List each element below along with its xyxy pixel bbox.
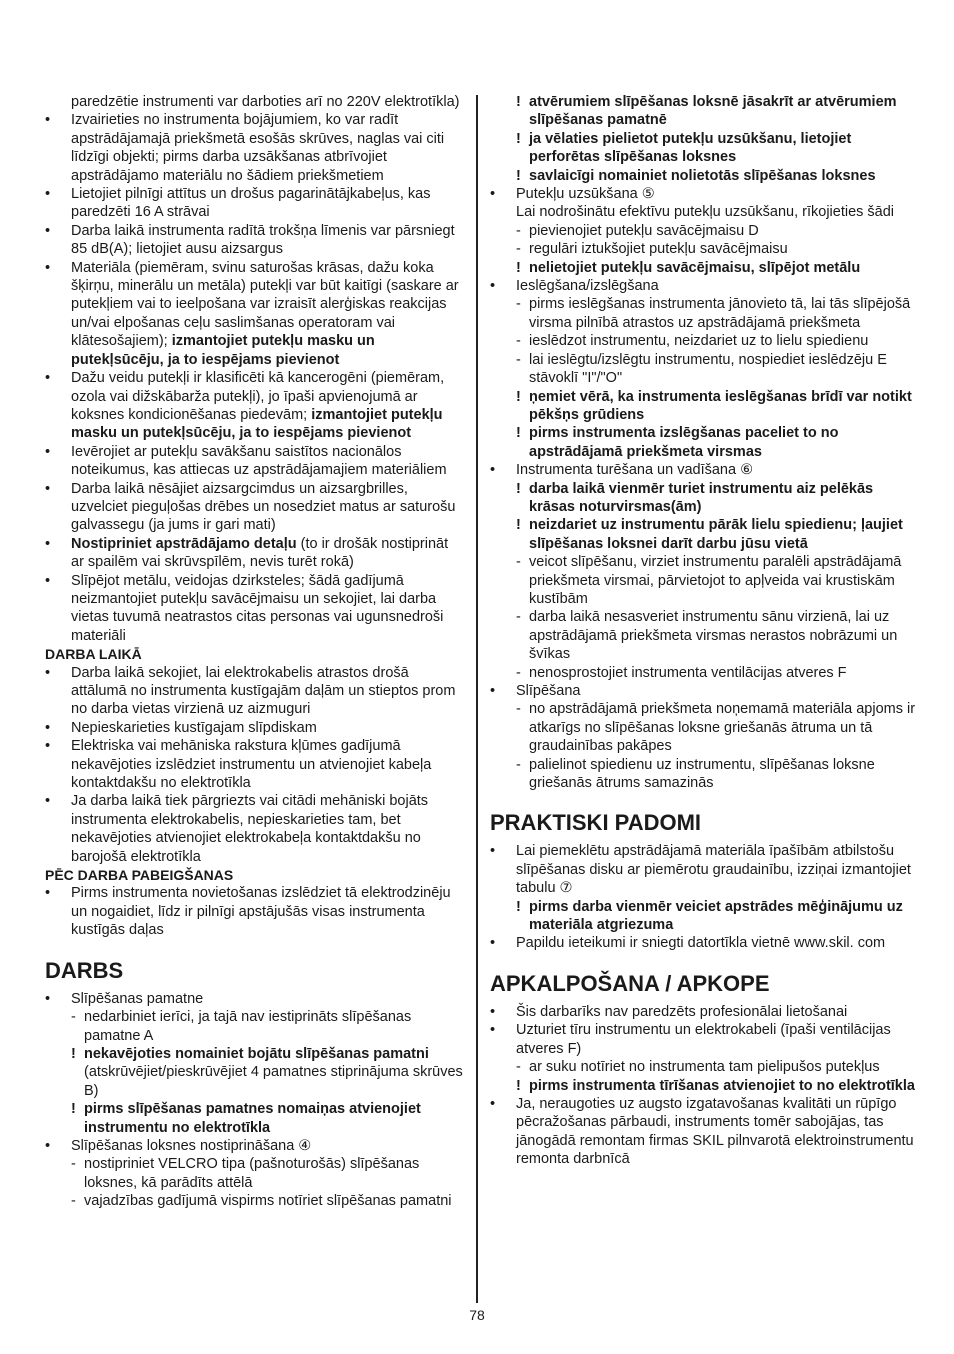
list-item: • Ja darba laikā tiek pārgriezts vai citādi mehāniski bojāts instrumenta elektrokabelis, nepieskarieties tam, bet nekavējoties atvienojiet elektrokabeļa kontaktdakšu no barojošā elektrotīkla xyxy=(45,792,465,866)
list-item: • Uzturiet tīru instrumentu un elektrokabeli (īpaši ventilācijas atveres F) xyxy=(490,1021,920,1058)
section-heading-maintenance: APKALPOŠANA / APKOPE xyxy=(490,970,770,996)
warning-note: ! pirms instrumenta izslēgšanas paceliet to no apstrādājamā priekšmeta virsmas xyxy=(490,424,920,461)
warning-note: ! ja vēlaties pielietot putekļu uzsūkšanu, lietojiet perforētas slīpēšanas loksnes xyxy=(490,130,920,167)
dash-item: - ar suku notīriet no instrumenta tam pielipušos putekļus xyxy=(490,1058,920,1076)
list-item: • Nostipriniet apstrādājamo detaļu (to ir drošāk nostiprināt ar spailēm vai skrūvspīlēm, nevis turēt rokā) xyxy=(45,535,465,572)
darbs-list xyxy=(45,990,465,1211)
list-item: • Instrumenta turēšana un vadīšana ⑥ xyxy=(490,461,920,479)
dash-item: - nostipriniet VELCRO tipa (pašnoturošās) slīpēšanas loksnes, kā parādīts attēlā xyxy=(45,1155,465,1192)
dust-description: Lai nodrošinātu efektīvu putekļu uzsūkšanu, rīkojieties šādi xyxy=(516,204,895,221)
warning-note: ! pirms slīpēšanas pamatnes nomaiņas atvienojiet instrumentu no elektrotīkla xyxy=(45,1100,465,1137)
page-number: 78 xyxy=(469,1307,485,1323)
after-list xyxy=(45,884,465,939)
dash-item: - veicot slīpēšanu, virziet instrumentu paralēli apstrādājamā priekšmeta virsmai, pārvietojot to apļveida vai krustiskām kustībām xyxy=(490,553,920,608)
left-column xyxy=(45,93,465,1211)
list-item: • Darba laikā sekojiet, lai elektrokabelis atrastos drošā attālumā no instrumenta kustīgajām daļām un stieptos prom no darba vietas virzienā uz aizmuguri xyxy=(45,664,465,719)
intro-continuation: paredzētie instrumenti var darboties arī no 220V elektrotīkla) xyxy=(71,94,460,110)
list-item: • Lai piemeklētu apstrādājamā materiāla īpašībām atbilstošu slīpēšanas disku ar piemērotu graudainību, izziņai izmantojiet tabulu ⑦ xyxy=(490,842,920,897)
dash-item: - palielinot spiedienu uz instrumentu, slīpēšanas loksne griešanās ātrums samazinās xyxy=(490,756,920,793)
list-item: • Darba laikā instrumenta radītā trokšņa līmenis var pārsniegt 85 dB(A); lietojiet ausu aizsargus xyxy=(45,222,465,259)
dash-item: - pirms ieslēgšanas instrumenta jānovieto tā, lai tās slīpējošā virsma pilnībā atrastos uz apstrādājamā priekšmeta xyxy=(490,295,920,332)
safety-list xyxy=(45,111,465,645)
list-item: • Putekļu uzsūkšana ⑤ xyxy=(490,185,920,203)
list-item: • Slīpēšanas loksnes nostiprināšana ④ xyxy=(45,1137,465,1155)
warning-note: ! atvērumiem slīpēšanas loksnē jāsakrīt ar atvērumiem slīpēšanas pamatnē xyxy=(490,93,920,130)
column-divider xyxy=(476,95,478,1303)
list-item: • Slīpējot metālu, veidojas dzirksteles; šādā gadījumā neizmantojiet putekļu savācējmaisu un sekojiet, lai darba vietas tuvumā neatrastos citas personas vai ugunsnedroši materiāli xyxy=(45,572,465,646)
list-item: • Papildu ieteikumi ir sniegti datortīkla vietnē www.skil. com xyxy=(490,934,920,952)
list-item: • Slīpēšana xyxy=(490,682,920,700)
list-item: • Dažu veidu putekļi ir klasificēti kā kancerogēni (piemēram, ozola vai dižskābarža putekļi), jo īpaši apvienojumā ar koksnes kondicionēšanas piedevām; izmantojiet putekļu masku un putekļsūcēju, ja to iespējams pievienot xyxy=(45,369,465,443)
dash-item: - regulāri iztukšojiet putekļu savācējmaisu xyxy=(490,240,920,258)
after-heading: PĒC DARBA PABEIGŠANAS xyxy=(45,867,234,884)
warning-note: ! savlaicīgi nomainiet nolietotās slīpēšanas loksnes xyxy=(490,167,920,185)
warning-note: ! pirms instrumenta tīrīšanas atvienojiet to no elektrotīkla xyxy=(490,1077,920,1095)
during-list xyxy=(45,664,465,866)
dash-item: - ieslēdzot instrumentu, neizdariet uz to lielu spiedienu xyxy=(490,332,920,350)
dash-item: - lai ieslēgtu/izslēgtu instrumentu, nospiediet ieslēdzēju E stāvoklī "I"/"O" xyxy=(490,351,920,388)
list-item: • Ieslēgšana/izslēgšana xyxy=(490,277,920,295)
warning-note: ! pirms darba vienmēr veiciet apstrādes mēģinājumu uz materiāla atgriezuma xyxy=(490,898,920,935)
list-item: • Darba laikā nēsājiet aizsargcimdus un aizsargbrilles, uzvelciet pieguļošas drēbes un nosedziet matus ar saturošu galvassegu (ja jums ir gari mati) xyxy=(45,480,465,535)
list-item: • Ievērojiet ar putekļu savākšanu saistītos nacionālos noteikumus, kas attiecas uz apstrādājamajiem materiāliem xyxy=(45,443,465,480)
list-item: • Nepieskarieties kustīgajam slīpdiskam xyxy=(45,719,465,737)
dash-item: - no apstrādājamā priekšmeta noņemamā materiāla apjoms ir atkarīgs no slīpēšanas loksne griešanās ātruma un tā graudainības pakāpes xyxy=(490,700,920,755)
list-item: • Pirms instrumenta novietošanas izslēdziet tā elektrodzinēju un nogaidiet, līdz ir pilnīgi apstājušās visas instrumenta kustīgās daļas xyxy=(45,884,465,939)
list-item: • Ja, neraugoties uz augsto izgatavošanas kvalitāti un rūpīgo pēcražošanas pārbaudi, instruments tomēr sabojājas, tas jānogādā remontam firmas SKIL pilnvarotā elektroinstrumentu remonta darbnīcā xyxy=(490,1095,920,1169)
list-item: • Lietojiet pilnīgi attītus un drošus pagarinātājkabeļus, kas paredzēti 16 A strāvai xyxy=(45,185,465,222)
warning-note: ! darba laikā vienmēr turiet instrumentu aiz pelēkās krāsas noturvirsmas(ām) xyxy=(490,480,920,517)
section-heading-darbs: DARBS xyxy=(45,957,124,983)
warning-note: ! nelietojiet putekļu savācējmaisu, slīpējot metālu xyxy=(490,259,920,277)
list-item: • Elektriska vai mehāniska rakstura kļūmes gadījumā nekavējoties izslēdziet instrumentu un atvienojiet kabeļa kontaktdakšu no elektrotīkla xyxy=(45,737,465,792)
dash-item: - nedarbiniet ierīci, ja tajā nav iestiprināts slīpēšanas pamatne A xyxy=(45,1008,465,1045)
list-item: • Izvairieties no instrumenta bojājumiem, ko var radīt apstrādājamajā priekšmetā esošās skrūves, naglas vai citi līdzīgi objekti; pirms darba uzsākšanas atbrīvojiet apstrādājamo materiālu no šādiem priekšmetiem xyxy=(45,111,465,185)
right-column xyxy=(490,93,920,1169)
dash-item: - vajadzības gadījumā vispirms notīriet slīpēšanas pamatni xyxy=(45,1192,465,1210)
warning-note: ! ņemiet vērā, ka instrumenta ieslēgšanas brīdī var notikt pēkšņs grūdiens xyxy=(490,388,920,425)
during-heading: DARBA LAIKĀ xyxy=(45,646,142,663)
dash-item: - nenosprostojiet instrumenta ventilācijas atveres F xyxy=(490,664,920,682)
dash-item: - pievienojiet putekļu savācējmaisu D xyxy=(490,222,920,240)
list-item: • Šis darbarīks nav paredzēts profesionālai lietošanai xyxy=(490,1003,920,1021)
section-heading-tips: PRAKTISKI PADOMI xyxy=(490,810,702,836)
list-item: • Slīpēšanas pamatne xyxy=(45,990,465,1008)
list-item: • Materiāla (piemēram, svinu saturošas krāsas, dažu koka šķirņu, minerālu un metāla) putekļi var būt kaitīgi (saskare ar putekļiem vai to ieelpošana var izraisīt alerģiskas reakcijas un/vai elpošanas ceļu saslimšanas operatoram vai klātesošajiem); izmantojiet putekļu masku un putekļsūcēju, ja to iespējams pievienot xyxy=(45,259,465,369)
warning-note: ! neizdariet uz instrumentu pārāk lielu spiedienu; ļaujiet slīpēšanas loksnei darīt darbu jūsu vietā xyxy=(490,516,920,553)
warning-note: ! nekavējoties nomainiet bojātu slīpēšanas pamatni (atskrūvējiet/pieskrūvējiet 4 pamatnes stiprinājuma skrūves B) xyxy=(45,1045,465,1100)
dash-item: - darba laikā nesasveriet instrumentu sānu virzienā, lai uz apstrādājamā priekšmeta virsmas nerastos nobrāzumi un švīkas xyxy=(490,608,920,663)
